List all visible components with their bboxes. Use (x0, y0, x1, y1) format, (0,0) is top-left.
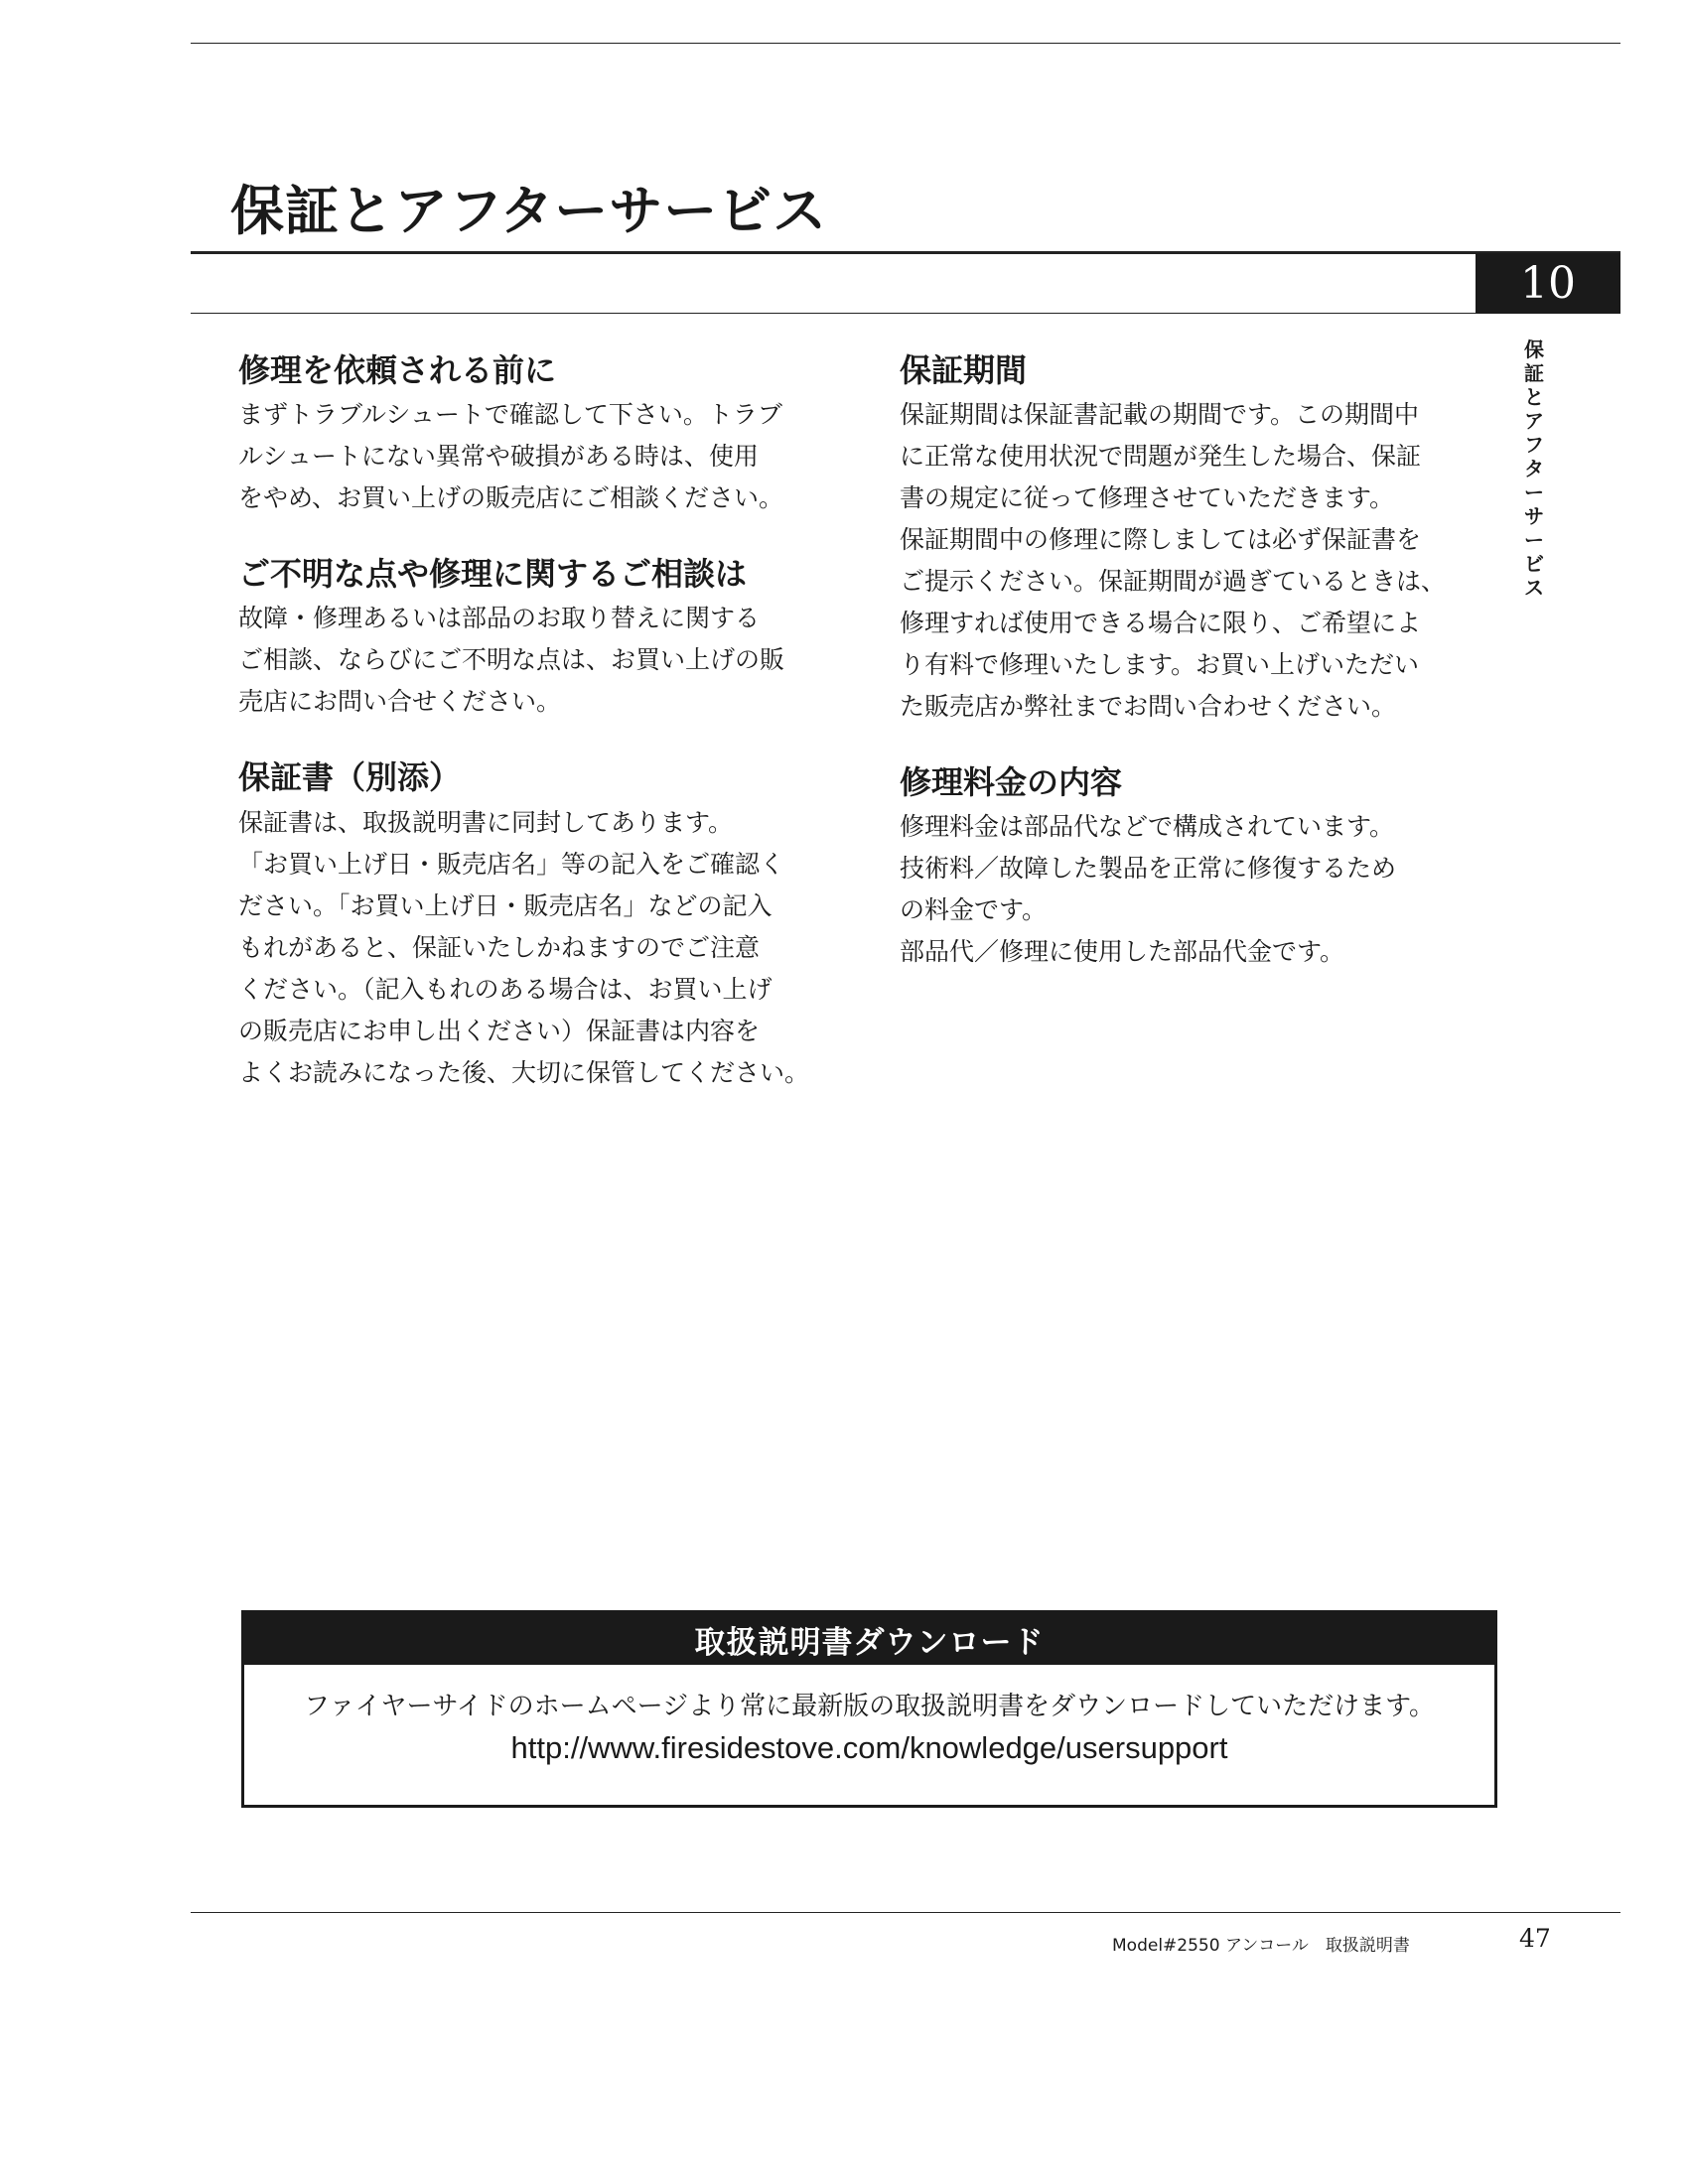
page-number: 47 (1519, 1924, 1551, 1953)
side-label-char: 証 (1524, 361, 1544, 385)
section-warranty-card (238, 756, 814, 1093)
side-label-char: フ (1524, 433, 1544, 457)
side-label-char: と (1524, 385, 1544, 409)
section-heading: ご不明な点や修理に関するご相談は (238, 555, 748, 594)
section-repair-fees (900, 761, 1476, 973)
side-chapter-label (1519, 338, 1549, 600)
download-url-link[interactable]: http://www.firesidestove.com/knowledge/usersupport (510, 1729, 1228, 1765)
section-body: 保証期間は保証書記載の期間です。この期間中 に正常な使用状況で問題が発生した場合、保証 書の規定に従って修理させていただきます。 保証期間中の修理に際しましては必ず保証書を ご提示ください。保証期間が過ぎているときは、 修理すれば使用できる場合に限り、ご希望によ り有料で修理いたします。お買い上げいただい た販売店か弊社までお問い合わせください。 (900, 400, 1447, 722)
side-label-char: ー (1524, 528, 1544, 552)
footer-rule (191, 1912, 1620, 1913)
side-label-char: 保 (1524, 338, 1544, 361)
section-heading: 保証書（別添） (238, 758, 462, 797)
left-column (238, 349, 814, 1128)
side-label-char: ー (1524, 480, 1544, 504)
side-label-char: ビ (1524, 552, 1544, 576)
page-title: 保証とアフターサービス (230, 179, 828, 242)
section-heading: 保証期間 (900, 351, 1028, 389)
section-body: 保証書は、取扱説明書に同封してあります。 「お買い上げ日・販売店名」等の記入をご確認く ださい。「お買い上げ日・販売店名」などの記入 もれがあると、保証いたしかねますのでご注意 ください。（記入もれのある場合は、お買い上げ の販売店にお申し出ください）保証書は内容を よくお読みになった後、大切に保管してください。 (238, 807, 810, 1087)
section-body: まずトラブルシュートで確認して下さい。トラブ ルシュートにない異常や破損がある時は、使用 をやめ、お買い上げの販売店にご相談ください。 (238, 400, 784, 513)
section-body: 修理料金は部品代などで構成されています。 技術料／故障した製品を正常に修復するため の料金です。 部品代／修理に使用した部品代金です。 (900, 812, 1397, 967)
footer-model-label: Model#2550 アンコール 取扱説明書 (1112, 1936, 1410, 1956)
section-heading: 修理を依頼される前に (238, 351, 557, 389)
section-before-repair (238, 349, 814, 519)
right-column (900, 349, 1476, 1007)
download-description: ファイヤーサイドのホームページより常に最新版の取扱説明書をダウンロードしていただけます。 (303, 1692, 1436, 1721)
section-warranty-period (900, 349, 1476, 728)
side-label-char: ス (1524, 576, 1544, 600)
header-bottom-rule (191, 313, 1620, 314)
side-label-char: タ (1524, 457, 1544, 480)
download-box-title: 取扱説明書ダウンロード (244, 1613, 1494, 1665)
title-underline (191, 251, 1620, 254)
section-inquiries (238, 553, 814, 723)
side-label-char: サ (1524, 504, 1544, 528)
manual-download-box (241, 1610, 1497, 1808)
side-label-char: ア (1524, 409, 1544, 433)
top-rule (191, 43, 1620, 44)
chapter-number: 10 (1476, 253, 1620, 314)
section-body: 故障・修理あるいは部品のお取り替えに関する ご相談、ならびにご不明な点は、お買い上げの販 売店にお問い合せください。 (238, 604, 785, 717)
section-heading: 修理料金の内容 (900, 763, 1123, 802)
